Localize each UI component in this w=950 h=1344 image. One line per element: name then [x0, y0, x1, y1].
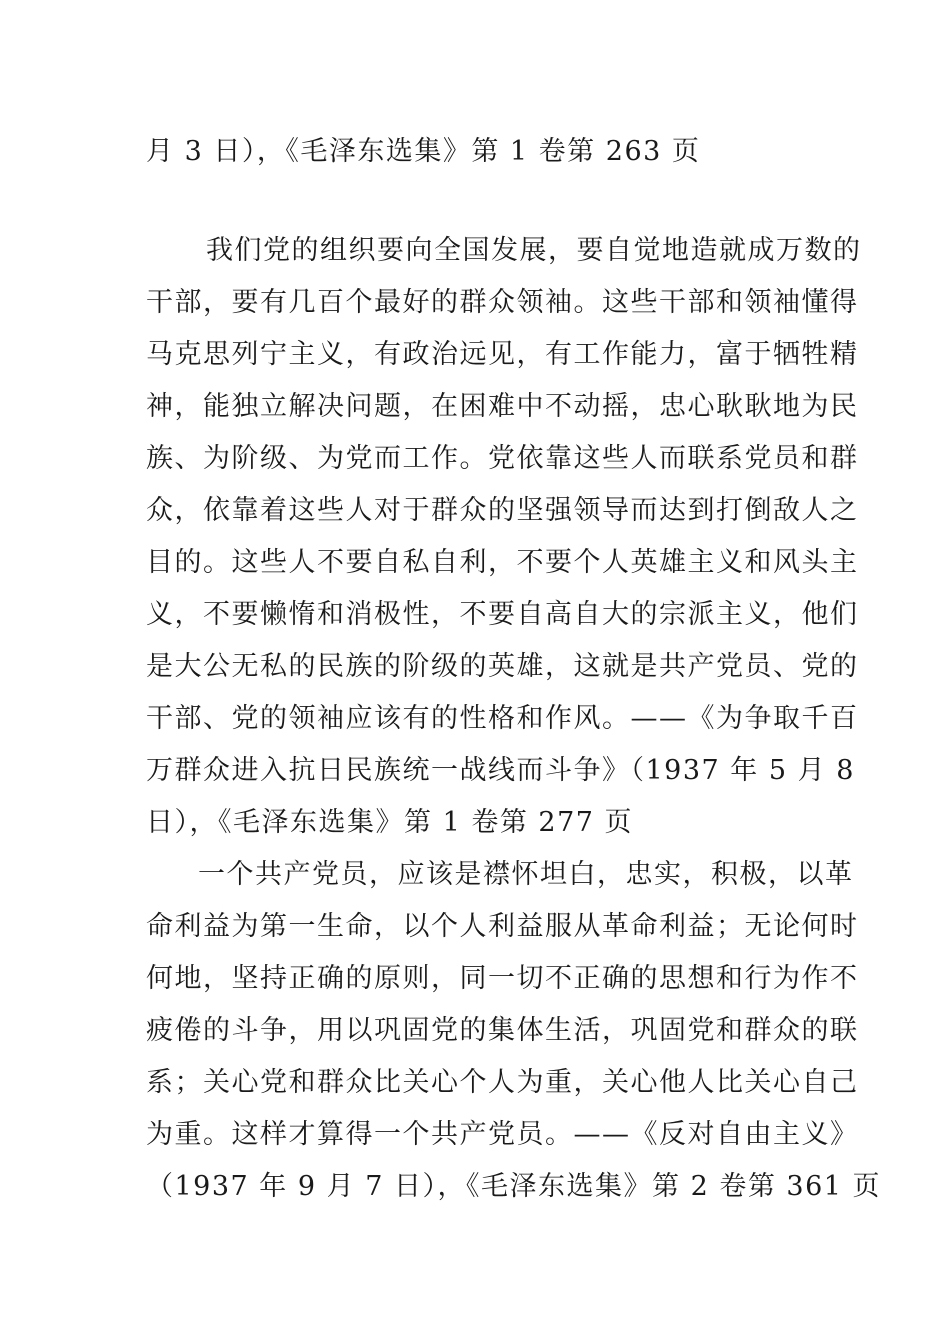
text-line: 马克思列宁主义，有政治远见，有工作能力，富于牺牲精	[146, 339, 859, 370]
text-line: 众，依靠着这些人对于群众的坚强领导而达到打倒敌人之	[146, 495, 859, 526]
text-line: 何地，坚持正确的原则，同一切不正确的思想和行为作不	[146, 963, 859, 994]
citation-line: 日），《毛泽东选集》第 1 卷第 277 页	[146, 807, 634, 838]
text-line: 目的。这些人不要自私自利，不要个人英雄主义和风头主	[146, 547, 859, 578]
text-line: 族、为阶级、为党而工作。党依靠这些人而联系党员和群	[146, 443, 859, 474]
text-line: 神，能独立解决问题，在困难中不动摇，忠心耿耿地为民	[146, 391, 859, 422]
text-line: 疲倦的斗争，用以巩固党的集体生活，巩固党和群众的联	[146, 1015, 859, 1046]
text-line: 为重。这样才算得一个共产党员。——《反对自由主义》	[146, 1119, 859, 1150]
paragraph-first-line: 一个共产党员，应该是襟怀坦白，忠实，积极，以革	[198, 859, 854, 890]
text-line: 月 3 日），《毛泽东选集》第 1 卷第 263 页	[146, 136, 701, 167]
text-line: 干部，要有几百个最好的群众领袖。这些干部和领袖懂得	[146, 287, 859, 318]
paragraph-first-line: 我们党的组织要向全国发展，要自觉地造就成万数的	[206, 235, 862, 266]
citation-line: （1937 年 9 月 7 日），《毛泽东选集》第 2 卷第 361 页	[146, 1171, 882, 1202]
text-line: 命利益为第一生命，以个人利益服从革命利益；无论何时	[146, 911, 859, 942]
text-line: 万群众进入抗日民族统一战线而斗争》（1937 年 5 月 8	[146, 755, 855, 786]
text-line: 是大公无私的民族的阶级的英雄，这就是共产党员、党的	[146, 651, 859, 682]
text-line: 系；关心党和群众比关心个人为重，关心他人比关心自己	[146, 1067, 859, 1098]
text-line: 干部、党的领袖应该有的性格和作风。——《为争取千百	[146, 703, 859, 734]
text-line: 义，不要懒惰和消极性，不要自高自大的宗派主义，他们	[146, 599, 859, 630]
